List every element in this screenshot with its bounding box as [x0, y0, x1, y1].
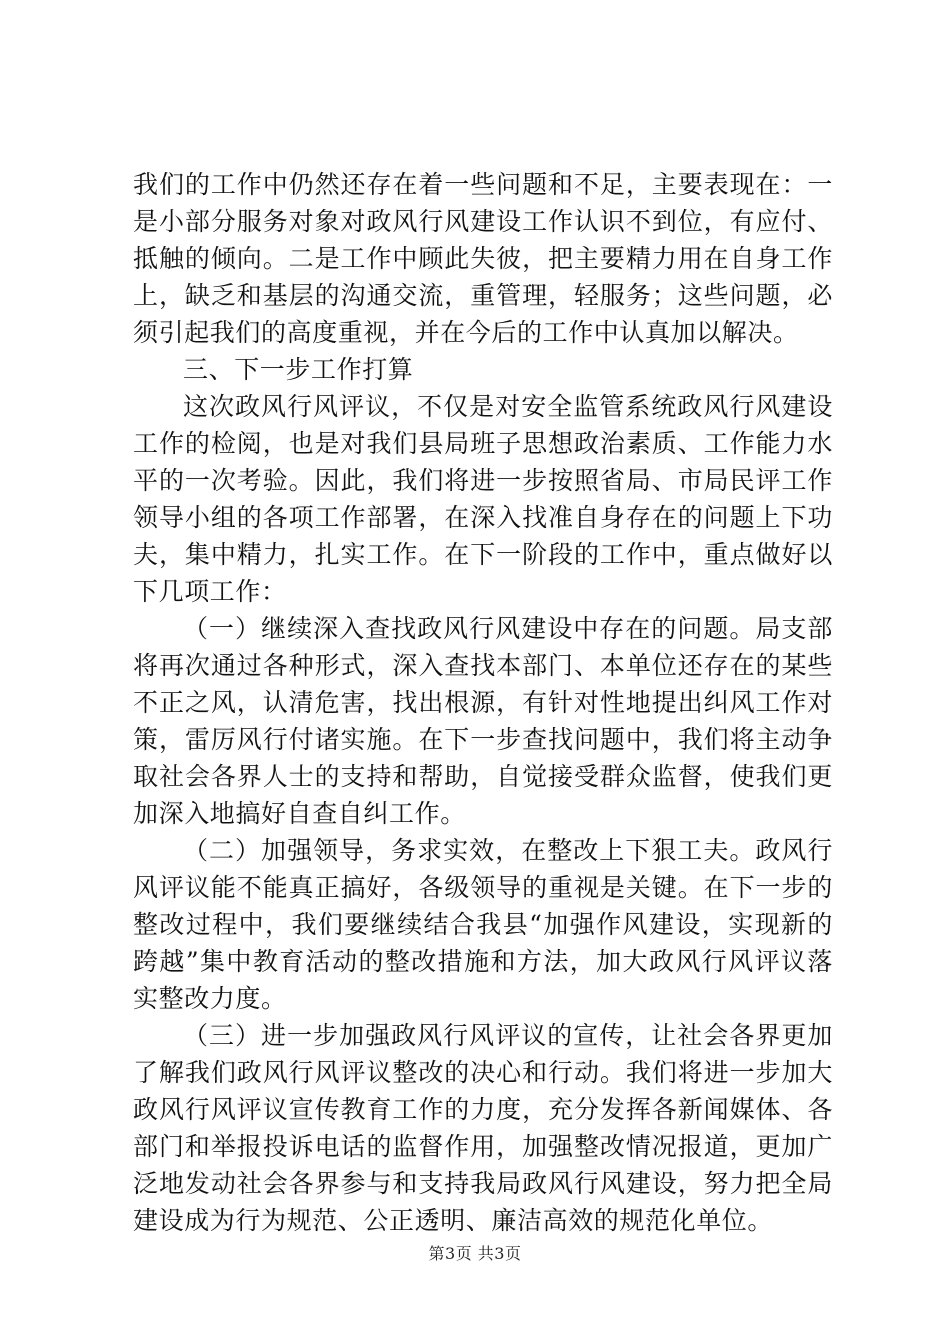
- paragraph-item-one: （一）继续深入查找政风行风建设中存在的问题。局支部将再次通过各种形式，深入查找本部门、本单位还存在的某些不正之风，认清危害，找出根源，有针对性地提出纠风工作对策，雷厉风行付诸实施。在下一步查找问题中，我们将主动争取社会各界人士的支持和帮助，自觉接受群众监督，使我们更加深入地搞好自查自纠工作。: [133, 614, 833, 828]
- section-heading-next-steps: 三、下一步工作打算: [183, 355, 414, 384]
- document-body: [133, 166, 833, 1239]
- paragraph-review-intro: 这次政风行风评议，不仅是对安全监管系统政风行风建设工作的检阅，也是对我们县局班子思想政治素质、工作能力水平的一次考验。因此，我们将进一步按照省局、市局民评工作领导小组的各项工作部署，在深入找准自身存在的问题上下功夫，集中精力，扎实工作。在下一阶段的工作中，重点做好以下几项工作：: [133, 392, 833, 606]
- page-number: 第3页 共3页: [428, 1244, 522, 1263]
- paragraph-problems: 我们的工作中仍然还存在着一些问题和不足，主要表现在：一是小部分服务对象对政风行风建设工作认识不到位，有应付、抵触的倾向。二是工作中顾此失彼，把主要精力用在自身工作上，缺乏和基层的沟通交流，重管理，轻服务；这些问题，必须引起我们的高度重视，并在今后的工作中认真加以解决。: [133, 170, 833, 347]
- page-footer: [0, 1243, 950, 1265]
- paragraph-item-two: （二）加强领导，务求实效，在整改上下狠工夫。政风行风评议能不能真正搞好，各级领导的重视是关键。在下一步的整改过程中，我们要继续结合我县“加强作风建设，实现新的跨越”集中教育活动的整改措施和方法，加大政风行风评议落实整改力度。: [133, 836, 833, 1013]
- paragraph-item-three: （三）进一步加强政风行风评议的宣传，让社会各界更加了解我们政风行风评议整改的决心和行动。我们将进一步加大政风行风评议宣传教育工作的力度，充分发挥各新闻媒体、各部门和举报投诉电话的监督作用，加强整改情况报道，更加广泛地发动社会各界参与和支持我局政风行风建设，努力把全局建设成为行为规范、公正透明、廉洁高效的规范化单位。: [133, 1021, 833, 1235]
